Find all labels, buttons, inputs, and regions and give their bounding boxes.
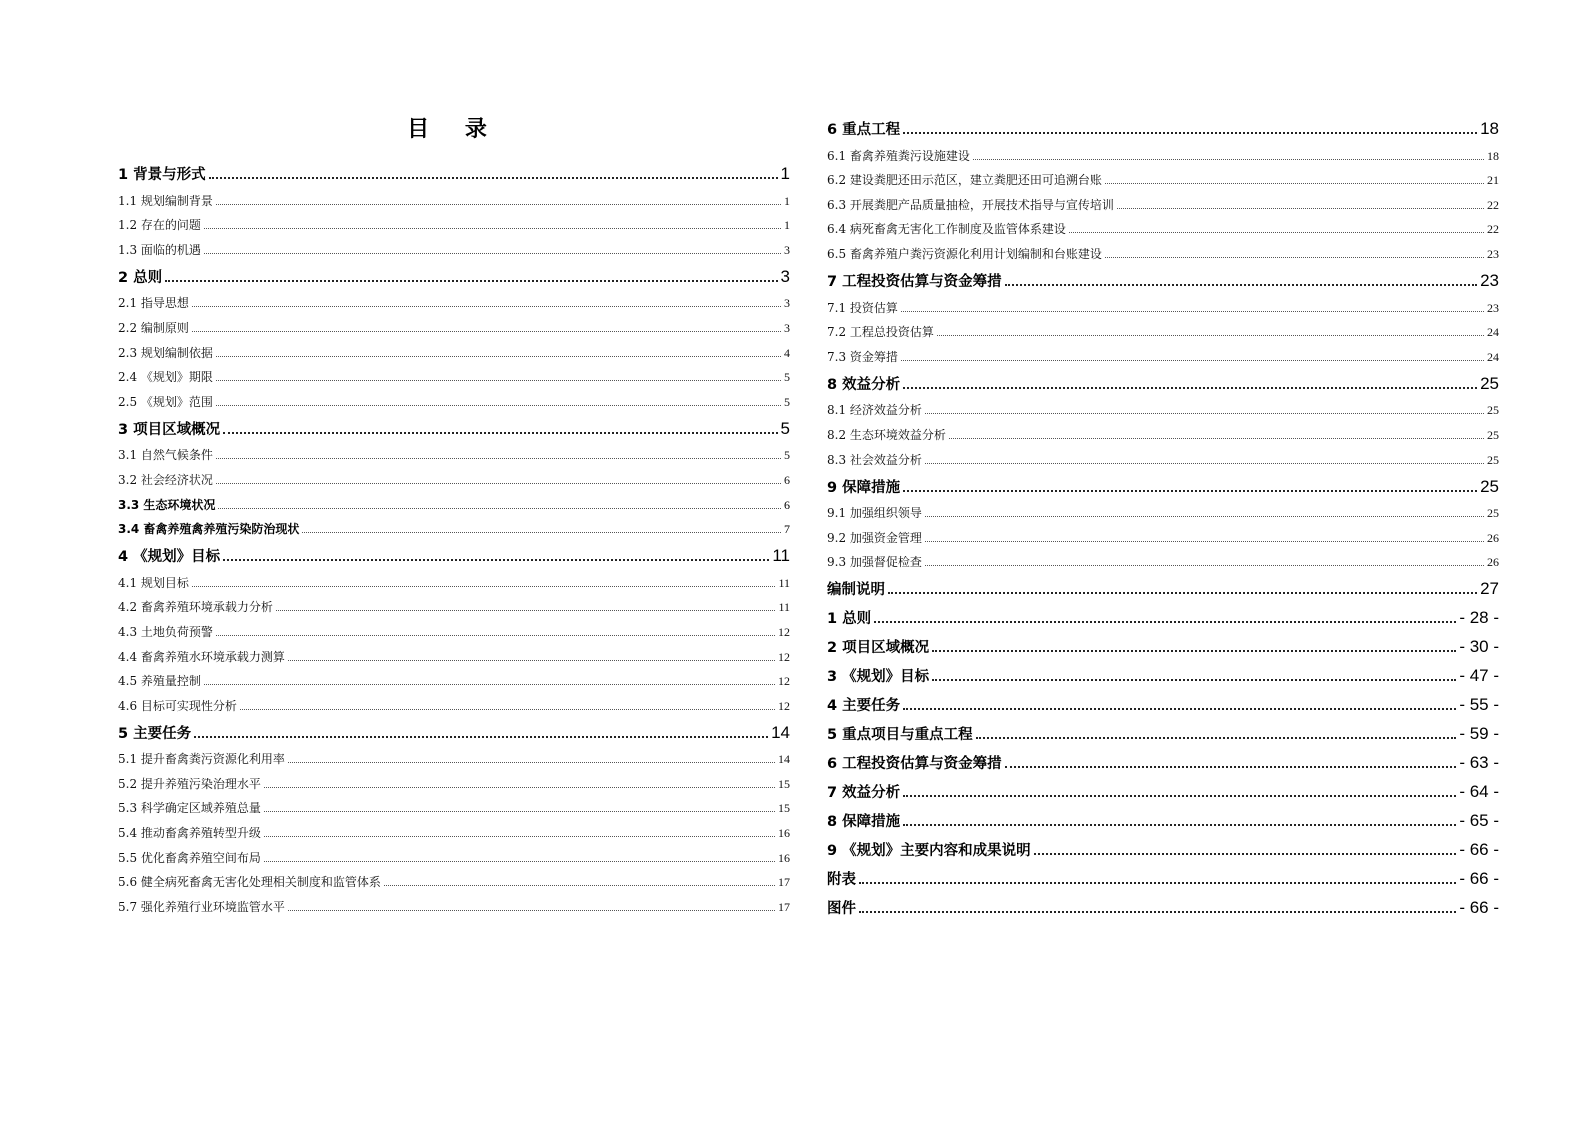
toc-entry-page: - 66 -: [1459, 869, 1499, 889]
toc-entry-page: 23: [1480, 270, 1499, 290]
toc-leader-dots: [874, 621, 1456, 623]
toc-entry-page: 5: [784, 370, 790, 385]
toc-leader-dots: [888, 592, 1477, 594]
toc-entry-page: - 64 -: [1459, 782, 1499, 802]
toc-entry-label: 6.4 病死畜禽无害化工作制度及监管体系建设: [827, 222, 1066, 237]
toc-entry-page: - 63 -: [1459, 753, 1499, 773]
toc-leader-dots: [903, 132, 1477, 134]
toc-leader-dots: [194, 736, 768, 738]
toc-leader-dots: [1105, 183, 1484, 184]
toc-entry[interactable]: [827, 471, 1499, 500]
toc-leader-dots: [204, 253, 781, 254]
toc-leader-dots: [216, 356, 781, 357]
toc-entry-label: 9 《规划》主要内容和成果说明: [827, 843, 1031, 860]
toc-entry-page: 14: [771, 722, 790, 742]
toc-entry-page: 24: [1487, 325, 1499, 340]
toc-entry-label: 8 保障措施: [827, 814, 901, 831]
toc-entry-label: 4.2 畜禽养殖环境承载力分析: [118, 600, 273, 615]
toc-entry-page: 27: [1480, 579, 1499, 599]
toc-entry-label: 6 工程投资估算与资金筹措: [827, 756, 1002, 773]
toc-title: 目 录: [407, 117, 501, 142]
toc-leader-dots: [925, 516, 1484, 517]
toc-leader-dots: [384, 885, 775, 886]
toc-entry[interactable]: [827, 265, 1499, 294]
toc-entry[interactable]: [118, 540, 790, 569]
toc-entry-page: 18: [1487, 148, 1499, 163]
toc-leader-dots: [216, 204, 781, 205]
toc-entry[interactable]: [827, 805, 1499, 834]
toc-leader-dots: [302, 532, 781, 533]
toc-entry-label: 2.5 《规划》范围: [118, 394, 213, 409]
toc-entry[interactable]: [827, 343, 1499, 368]
toc-entry[interactable]: [827, 167, 1499, 192]
toc-leader-dots: [223, 559, 769, 561]
toc-entry-label: 3.2 社会经济状况: [118, 472, 213, 487]
toc-entry[interactable]: [827, 240, 1499, 265]
toc-entry-label: 5.6 健全病死畜禽无害化处理相关制度和监管体系: [118, 875, 381, 890]
toc-leader-dots: [925, 413, 1484, 414]
toc-entry[interactable]: [118, 413, 790, 442]
toc-entry-label: 6 重点工程: [827, 122, 901, 138]
toc-entry[interactable]: [118, 717, 790, 746]
toc-entry-label: 附表: [827, 872, 856, 889]
toc-entry[interactable]: [118, 643, 790, 668]
toc-entry[interactable]: [118, 364, 790, 389]
toc-entry-page: - 28 -: [1459, 608, 1499, 628]
toc-entry-label: 图件: [827, 901, 856, 918]
toc-entry-label: 编制说明: [827, 582, 885, 599]
toc-leader-dots: [218, 508, 781, 509]
toc-entry-page: 5: [784, 448, 790, 463]
toc-entry-label: 8.2 生态环境效益分析: [827, 427, 946, 442]
toc-leader-dots: [264, 861, 775, 862]
toc-entry[interactable]: [827, 500, 1499, 525]
toc-leader-dots: [925, 565, 1484, 566]
toc-entry-page: 14: [778, 752, 790, 767]
toc-leader-dots: [859, 882, 1456, 884]
toc-entry-label: 9.1 加强组织领导: [827, 506, 922, 521]
toc-entry[interactable]: [827, 397, 1499, 422]
toc-leader-dots: [1105, 257, 1484, 258]
toc-entry[interactable]: [118, 819, 790, 844]
toc-entry[interactable]: [827, 421, 1499, 446]
toc-entry[interactable]: [827, 142, 1499, 167]
toc-entry-label: 9.3 加强督促检查: [827, 555, 922, 570]
toc-entry-page: 25: [1487, 506, 1499, 521]
toc-leader-dots: [932, 679, 1456, 681]
toc-entry-label: 3.1 自然气候条件: [118, 448, 213, 463]
toc-leader-dots: [288, 762, 775, 763]
toc-entry-page: 1: [780, 164, 790, 183]
toc-entry-page: 3: [784, 242, 790, 257]
toc-leader-dots: [903, 795, 1456, 797]
toc-entry-label: 1 背景与形式: [118, 167, 206, 183]
toc-entry-page: 26: [1487, 530, 1499, 545]
toc-entry[interactable]: [827, 319, 1499, 344]
toc-entry-page: 25: [1480, 476, 1499, 496]
toc-entry-page: 25: [1487, 403, 1499, 418]
toc-entry-label: 3 《规划》目标: [827, 669, 930, 686]
toc-entry-page: 24: [1487, 349, 1499, 364]
toc-entry-label: 6.2 建设粪肥还田示范区，建立粪肥还田可追溯台账: [827, 173, 1102, 188]
toc-leader-dots: [1034, 853, 1457, 855]
toc-leader-dots: [949, 438, 1484, 439]
toc-entry[interactable]: [827, 689, 1499, 718]
toc-entry-page: 12: [778, 698, 790, 713]
toc-entry-label: 3.4 畜禽养殖禽养殖污染防治现状: [118, 522, 300, 537]
toc-entry[interactable]: [118, 844, 790, 869]
toc-right-column: [827, 113, 1499, 921]
toc-leader-dots: [192, 331, 781, 332]
toc-entry-label: 5 主要任务: [118, 725, 192, 742]
toc-entry-label: 4 《规划》目标: [118, 549, 221, 566]
toc-entry-page: - 66 -: [1459, 840, 1499, 860]
toc-entry[interactable]: [827, 892, 1499, 921]
toc-leader-dots: [901, 360, 1484, 361]
toc-entry-label: 7.2 工程总投资估算: [827, 325, 934, 340]
toc-entry[interactable]: [118, 618, 790, 643]
toc-entry[interactable]: [827, 113, 1499, 142]
toc-entry-page: 17: [778, 899, 790, 914]
toc-entry-label: 4.6 目标可实现性分析: [118, 698, 237, 713]
toc-entry-page: 23: [1487, 246, 1499, 261]
toc-entry[interactable]: [118, 290, 790, 315]
toc-entry[interactable]: [827, 573, 1499, 602]
toc-leader-dots: [859, 911, 1456, 913]
toc-entry[interactable]: [118, 491, 790, 516]
toc-entry-label: 5.5 优化畜禽养殖空间布局: [118, 850, 261, 865]
toc-entry-page: - 47 -: [1459, 666, 1499, 686]
toc-entry-page: 1: [784, 193, 790, 208]
toc-entry[interactable]: [827, 718, 1499, 747]
toc-entry[interactable]: [118, 212, 790, 237]
toc-entry-page: 21: [1487, 173, 1499, 188]
toc-entry-label: 6.5 畜禽养殖户粪污资源化利用计划编制和台账建设: [827, 246, 1102, 261]
toc-entry-label: 7 效益分析: [827, 785, 901, 802]
toc-entry-label: 6.3 开展粪肥产品质量抽检，开展技术指导与宣传培训: [827, 197, 1114, 212]
toc-entry-page: 1: [784, 218, 790, 233]
toc-leader-dots: [903, 708, 1456, 710]
toc-entry-page: 15: [778, 801, 790, 816]
toc-entry-page: 22: [1487, 197, 1499, 212]
toc-entry-label: 2.2 编制原则: [118, 320, 189, 335]
toc-entry-page: 12: [778, 624, 790, 639]
toc-entry[interactable]: [118, 795, 790, 820]
toc-leader-dots: [288, 660, 775, 661]
toc-leader-dots: [216, 635, 775, 636]
toc-entry-page: 3: [784, 296, 790, 311]
toc-entry-label: 1.2 存在的问题: [118, 218, 201, 233]
toc-leader-dots: [903, 387, 1477, 389]
toc-leader-dots: [192, 586, 776, 587]
toc-entry-label: 5.3 科学确定区域养殖总量: [118, 801, 261, 816]
toc-entry[interactable]: [827, 191, 1499, 216]
toc-entry[interactable]: [118, 314, 790, 339]
toc-leader-dots: [216, 405, 781, 406]
toc-entry[interactable]: [827, 549, 1499, 574]
toc-leader-dots: [932, 650, 1456, 652]
toc-leader-dots: [1005, 766, 1457, 768]
toc-entry-page: 18: [1480, 119, 1499, 138]
toc-entry[interactable]: [827, 446, 1499, 471]
toc-entry-label: 5 重点项目与重点工程: [827, 727, 973, 744]
toc-entry-page: 16: [778, 850, 790, 865]
toc-entry[interactable]: [118, 668, 790, 693]
toc-entry[interactable]: [118, 388, 790, 413]
toc-entry-label: 8.1 经济效益分析: [827, 403, 922, 418]
toc-entry-page: 4: [784, 345, 790, 360]
toc-entry-label: 9.2 加强资金管理: [827, 530, 922, 545]
toc-entry-page: 25: [1487, 452, 1499, 467]
toc-entry-label: 7 工程投资估算与资金筹措: [827, 273, 1002, 290]
toc-entry-label: 4.5 养殖量控制: [118, 674, 201, 689]
toc-entry[interactable]: [118, 516, 790, 541]
toc-leader-dots: [240, 709, 775, 710]
toc-entry-page: - 30 -: [1459, 637, 1499, 657]
toc-entry-page: 11: [778, 575, 790, 590]
toc-entry-page: 23: [1487, 300, 1499, 315]
toc-leader-dots: [204, 228, 781, 229]
toc-entry-label: 1.1 规划编制背景: [118, 193, 213, 208]
toc-entry[interactable]: [827, 834, 1499, 863]
toc-entry-label: 3 项目区域概况: [118, 421, 221, 438]
toc-leader-dots: [1069, 232, 1484, 233]
toc-entry-page: 26: [1487, 555, 1499, 570]
toc-entry-label: 2.1 指导思想: [118, 296, 189, 311]
toc-entry-label: 7.3 资金筹措: [827, 349, 898, 364]
toc-entry-page: 17: [778, 875, 790, 890]
toc-entry[interactable]: [827, 368, 1499, 397]
toc-leader-dots: [264, 811, 775, 812]
toc-entry-label: 2 总则: [118, 269, 163, 286]
toc-entry-page: 6: [784, 497, 790, 512]
toc-entry-label: 4.3 土地负荷预警: [118, 624, 213, 639]
toc-leader-dots: [901, 311, 1484, 312]
toc-entry-label: 2 项目区域概况: [827, 640, 930, 657]
toc-leader-dots: [204, 684, 775, 685]
toc-entry-label: 5.1 提升畜禽粪污资源化利用率: [118, 752, 285, 767]
toc-entry-page: 12: [778, 649, 790, 664]
toc-entry-page: - 66 -: [1459, 898, 1499, 918]
toc-entry[interactable]: [118, 442, 790, 467]
toc-entry[interactable]: [118, 569, 790, 594]
toc-entry-label: 5.2 提升养殖污染治理水平: [118, 776, 261, 791]
toc-entry-page: - 55 -: [1459, 695, 1499, 715]
toc-leader-dots: [903, 824, 1456, 826]
toc-entry-page: 3: [780, 266, 790, 286]
toc-entry[interactable]: [827, 631, 1499, 660]
toc-leader-dots: [973, 159, 1484, 160]
toc-entry[interactable]: [827, 776, 1499, 805]
toc-entry[interactable]: [118, 594, 790, 619]
toc-entry-page: - 59 -: [1459, 724, 1499, 744]
toc-entry-page: 5: [780, 418, 790, 438]
toc-entry[interactable]: [118, 692, 790, 717]
toc-entry[interactable]: [827, 294, 1499, 319]
toc-entry-label: 4.4 畜禽养殖水环境承载力测算: [118, 649, 285, 664]
toc-entry[interactable]: [118, 236, 790, 261]
toc-entry[interactable]: [827, 863, 1499, 892]
toc-leader-dots: [276, 610, 776, 611]
toc-entry-label: 5.4 推动畜禽养殖转型升级: [118, 826, 261, 841]
toc-leader-dots: [976, 737, 1457, 739]
toc-entry[interactable]: [827, 216, 1499, 241]
toc-leader-dots: [216, 483, 781, 484]
toc-entry[interactable]: [827, 524, 1499, 549]
toc-leader-dots: [192, 306, 781, 307]
toc-leader-dots: [937, 335, 1484, 336]
toc-entry-page: 22: [1487, 222, 1499, 237]
toc-entry[interactable]: [118, 187, 790, 212]
toc-entry-page: 15: [778, 776, 790, 791]
toc-leader-dots: [1005, 284, 1477, 286]
toc-entry-label: 2.3 规划编制依据: [118, 345, 213, 360]
toc-entry-label: 8 效益分析: [827, 376, 901, 393]
toc-entry-label: 4 主要任务: [827, 698, 901, 715]
toc-leader-dots: [223, 432, 777, 434]
toc-entry[interactable]: [118, 770, 790, 795]
toc-entry-page: 11: [772, 546, 790, 566]
toc-entry-page: - 65 -: [1459, 811, 1499, 831]
toc-leader-dots: [288, 910, 775, 911]
toc-entry-page: 25: [1487, 427, 1499, 442]
toc-leader-dots: [264, 787, 775, 788]
toc-leader-dots: [925, 463, 1484, 464]
toc-entry[interactable]: [118, 466, 790, 491]
toc-entry[interactable]: [827, 660, 1499, 689]
toc-leader-dots: [216, 380, 781, 381]
toc-left-column: [118, 158, 790, 918]
toc-entry-page: 25: [1480, 373, 1499, 393]
toc-entry-label: 8.3 社会效益分析: [827, 452, 922, 467]
toc-entry[interactable]: [118, 261, 790, 290]
toc-entry-label: 9 保障措施: [827, 479, 901, 496]
toc-leader-dots: [903, 490, 1477, 492]
toc-entry-page: 12: [778, 674, 790, 689]
toc-entry-page: 7: [784, 522, 790, 537]
toc-entry-page: 11: [778, 600, 790, 615]
toc-leader-dots: [216, 458, 781, 459]
toc-entry[interactable]: [118, 158, 790, 187]
toc-entry-label: 6.1 畜禽养殖粪污设施建设: [827, 148, 970, 163]
toc-entry-page: 6: [784, 472, 790, 487]
toc-entry-page: 16: [778, 826, 790, 841]
toc-entry-page: 3: [784, 320, 790, 335]
toc-leader-dots: [925, 541, 1484, 542]
toc-entry-label: 1 总则: [827, 611, 872, 628]
toc-entry-label: 1.3 面临的机遇: [118, 242, 201, 257]
toc-entry-page: 5: [784, 394, 790, 409]
toc-leader-dots: [264, 836, 775, 837]
toc-leader-dots: [1117, 208, 1484, 209]
toc-leader-dots: [165, 280, 777, 282]
toc-entry-label: 3.3 生态环境状况: [118, 497, 216, 512]
toc-entry[interactable]: [118, 869, 790, 894]
toc-entry-label: 7.1 投资估算: [827, 300, 898, 315]
toc-entry[interactable]: [118, 893, 790, 918]
toc-entry[interactable]: [827, 747, 1499, 776]
toc-entry-label: 2.4 《规划》期限: [118, 370, 213, 385]
toc-entry-label: 4.1 规划目标: [118, 575, 189, 590]
toc-entry[interactable]: [827, 602, 1499, 631]
toc-entry[interactable]: [118, 339, 790, 364]
toc-entry[interactable]: [118, 746, 790, 771]
toc-entry-label: 5.7 强化养殖行业环境监管水平: [118, 899, 285, 914]
toc-leader-dots: [209, 177, 778, 179]
